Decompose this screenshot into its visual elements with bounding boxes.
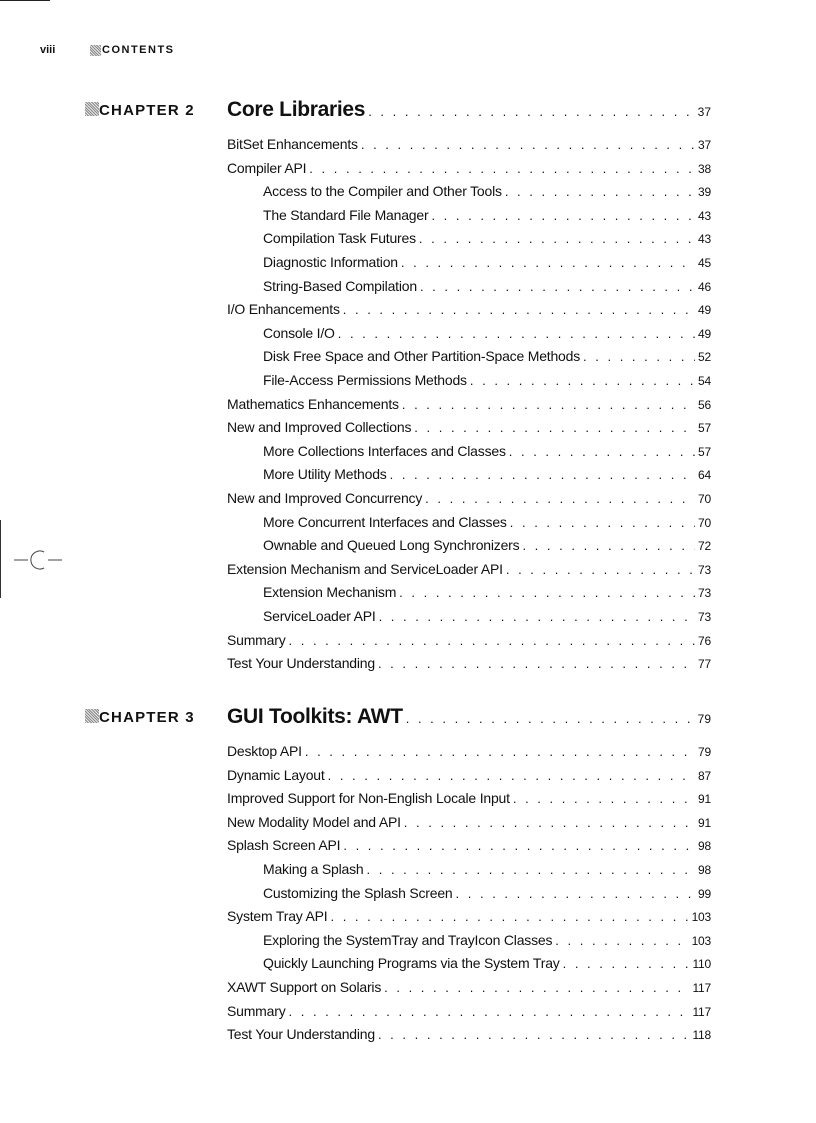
toc-subentry[interactable] (263, 955, 711, 971)
page-ref: 70 (698, 492, 711, 506)
toc-entry[interactable] (227, 419, 711, 435)
toc-subentry[interactable] (263, 325, 711, 341)
toc-entry[interactable] (227, 561, 711, 577)
page-ref: 98 (698, 839, 711, 854)
page-ref: 110 (692, 957, 711, 972)
page-ref: 99 (698, 886, 711, 901)
entry-title: XAWT Support on Solaris (227, 979, 382, 995)
page-ref: 117 (692, 981, 711, 995)
dot-leader (361, 137, 695, 152)
dot-leader (390, 467, 695, 482)
dot-leader (404, 815, 695, 830)
entry-title: More Collections Interfaces and Classes (263, 442, 506, 459)
dot-leader (522, 538, 695, 553)
page-ref: 37 (697, 105, 711, 119)
dot-leader (505, 184, 695, 199)
chapter-number: CHAPTER 2 (99, 102, 195, 119)
entry-title: Extension Mechanism and ServiceLoader API (227, 560, 503, 577)
toc-entry[interactable] (227, 1003, 711, 1019)
toc-subentry[interactable] (263, 932, 711, 948)
dot-leader (379, 609, 695, 624)
toc-subentry[interactable] (263, 584, 711, 600)
dot-leader (406, 711, 695, 726)
dot-leader (330, 909, 688, 924)
chapter-title: Core Libraries (227, 98, 366, 121)
page-number: viii (40, 44, 56, 56)
page-ref: 91 (698, 815, 711, 830)
page-ref: 73 (698, 586, 711, 601)
page-ref: 49 (698, 326, 711, 341)
page-ref: 91 (698, 792, 711, 807)
dot-leader (343, 838, 695, 853)
shaded-square-icon (85, 102, 99, 116)
entry-title: Console I/O (263, 324, 335, 341)
toc-entry[interactable] (227, 396, 711, 412)
page-ref: 87 (698, 768, 711, 783)
chapter-number: CHAPTER 3 (99, 709, 195, 726)
page-ref: 79 (697, 712, 711, 726)
dot-leader (456, 886, 696, 901)
entry-title: More Utility Methods (263, 466, 387, 483)
page-ref: 49 (698, 303, 711, 318)
dot-leader (368, 104, 694, 119)
toc-entry[interactable] (227, 632, 711, 648)
toc-entry[interactable] (227, 767, 711, 783)
toc-entry[interactable] (227, 837, 711, 853)
page-ref: 39 (698, 185, 711, 200)
toc-entry[interactable] (227, 814, 711, 830)
toc-subentry[interactable] (263, 183, 711, 199)
page-ref: 103 (691, 910, 711, 925)
toc-subentry[interactable] (263, 537, 711, 553)
page-ref: 64 (698, 468, 711, 483)
toc-subentry[interactable] (263, 278, 711, 294)
entry-title: Compilation Task Futures (263, 230, 416, 247)
dot-leader (399, 585, 695, 600)
dot-leader (401, 255, 695, 270)
entry-title: String-Based Compilation (263, 277, 417, 294)
toc-subentry[interactable] (263, 443, 711, 459)
entry-title: More Concurrent Interfaces and Classes (263, 513, 507, 530)
page-ref: 43 (698, 232, 711, 247)
entry-title: Compiler API (227, 159, 307, 176)
shaded-square-icon (85, 709, 99, 723)
toc-entry[interactable] (227, 1026, 711, 1042)
toc-subentry[interactable] (263, 608, 711, 624)
toc-entry[interactable] (227, 908, 711, 924)
entry-title: Access to the Compiler and Other Tools (263, 183, 502, 200)
dot-leader (378, 656, 695, 671)
page-ref: 38 (698, 161, 711, 176)
entry-title: File-Access Permissions Methods (263, 372, 467, 388)
dot-leader (378, 1027, 690, 1042)
page-ref: 103 (691, 933, 711, 948)
entry-title: Desktop API (227, 743, 302, 759)
page-ref: 37 (698, 138, 711, 152)
toc-entry[interactable] (227, 790, 711, 806)
entry-title: Quickly Launching Programs via the System Tray (263, 955, 560, 972)
dot-leader (513, 791, 695, 806)
toc-subentry[interactable] (263, 230, 711, 246)
chapter-heading[interactable] (85, 701, 711, 729)
chapter-label (85, 709, 195, 726)
dot-leader (289, 1004, 690, 1019)
page-ref: 118 (692, 1028, 711, 1043)
toc-entry[interactable] (227, 979, 711, 995)
page-ref: 57 (698, 444, 711, 459)
dot-leader (309, 161, 695, 176)
dot-leader (420, 279, 695, 294)
toc-entry[interactable] (227, 136, 711, 152)
page-ref: 76 (698, 633, 711, 648)
entry-title: Disk Free Space and Other Partition-Space Methods (263, 348, 581, 365)
page-ref: 72 (698, 539, 711, 554)
toc-subentry[interactable] (263, 466, 711, 482)
chapter-title-line (227, 705, 711, 729)
chapter-title: GUI Toolkits: AWT (227, 705, 403, 728)
running-head-title: CONTENTS (102, 44, 175, 56)
toc-subentry[interactable] (263, 372, 711, 388)
toc-subentry[interactable] (263, 207, 711, 223)
entry-title: Mathematics Enhancements (227, 395, 399, 412)
entry-title: Ownable and Queued Long Synchronizers (263, 537, 520, 554)
dot-leader (431, 208, 695, 223)
entry-title: New and Improved Concurrency (227, 490, 423, 506)
entry-title: Summary (227, 631, 286, 648)
page-ref: 43 (698, 208, 711, 223)
dot-leader (425, 491, 695, 506)
entry-title: New Modality Model and API (227, 813, 401, 830)
toc-subentry[interactable] (263, 514, 711, 530)
entry-title: Extension Mechanism (263, 584, 397, 601)
toc-subentry[interactable] (263, 861, 711, 877)
page-ref: 54 (698, 374, 711, 388)
entry-title: I/O Enhancements (227, 301, 340, 318)
chapter-label (85, 102, 195, 119)
toc-entry[interactable] (227, 490, 711, 506)
dot-leader (509, 444, 695, 459)
entry-title: Improved Support for Non-English Locale Input (227, 790, 510, 807)
page-ref: 77 (698, 657, 711, 672)
page-ref: 56 (698, 397, 711, 412)
dot-leader (338, 326, 695, 341)
page-ref: 46 (698, 279, 711, 294)
dot-leader (328, 768, 695, 783)
toc-subentry[interactable] (263, 254, 711, 270)
entry-title: BitSet Enhancements (227, 136, 358, 152)
entry-title: Summary (227, 1002, 286, 1019)
dot-leader (414, 420, 695, 435)
entry-title: New and Improved Collections (227, 419, 412, 436)
entry-title: System Tray API (227, 908, 328, 925)
dot-leader (506, 562, 695, 577)
page-ref: 52 (698, 350, 711, 365)
dot-leader (402, 397, 695, 412)
dot-leader (289, 633, 696, 648)
page-ref: 70 (698, 515, 711, 530)
page-ref: 45 (698, 256, 711, 270)
dot-leader (367, 862, 696, 877)
entry-title: Making a Splash (263, 861, 364, 877)
dot-leader (563, 956, 690, 971)
dot-leader (305, 744, 695, 759)
entry-title: Customizing the Splash Screen (263, 884, 453, 901)
entry-title: Splash Screen API (227, 837, 341, 854)
entry-title: ServiceLoader API (263, 608, 376, 624)
dot-leader (555, 933, 688, 948)
dot-leader (583, 349, 695, 364)
entry-title: The Standard File Manager (263, 206, 429, 223)
page-ref: 79 (698, 745, 711, 759)
dot-leader (419, 231, 695, 246)
dot-leader (470, 373, 695, 388)
entry-title: Diagnostic Information (263, 254, 398, 270)
dot-leader (384, 980, 689, 995)
page-ref: 98 (698, 863, 711, 877)
page-ref: 73 (698, 562, 711, 577)
entry-title: Exploring the SystemTray and TrayIcon Classes (263, 931, 553, 948)
chapter-title-line (227, 98, 711, 122)
page-ref: 57 (698, 421, 711, 436)
toc-subentry[interactable] (263, 348, 711, 364)
toc-subentry[interactable] (263, 885, 711, 901)
entry-title: Test Your Understanding (227, 1026, 375, 1043)
chapter-heading[interactable] (85, 94, 711, 122)
toc-entry[interactable] (227, 301, 711, 317)
entry-title: Test Your Understanding (227, 655, 375, 672)
toc-entry[interactable] (227, 743, 711, 759)
page-ref: 117 (692, 1004, 711, 1019)
dot-leader (343, 302, 695, 317)
toc-entry[interactable] (227, 160, 711, 176)
dot-leader (510, 515, 695, 530)
page-ref: 73 (698, 610, 711, 624)
entry-title: Dynamic Layout (227, 766, 325, 783)
toc-entry[interactable] (227, 655, 711, 671)
